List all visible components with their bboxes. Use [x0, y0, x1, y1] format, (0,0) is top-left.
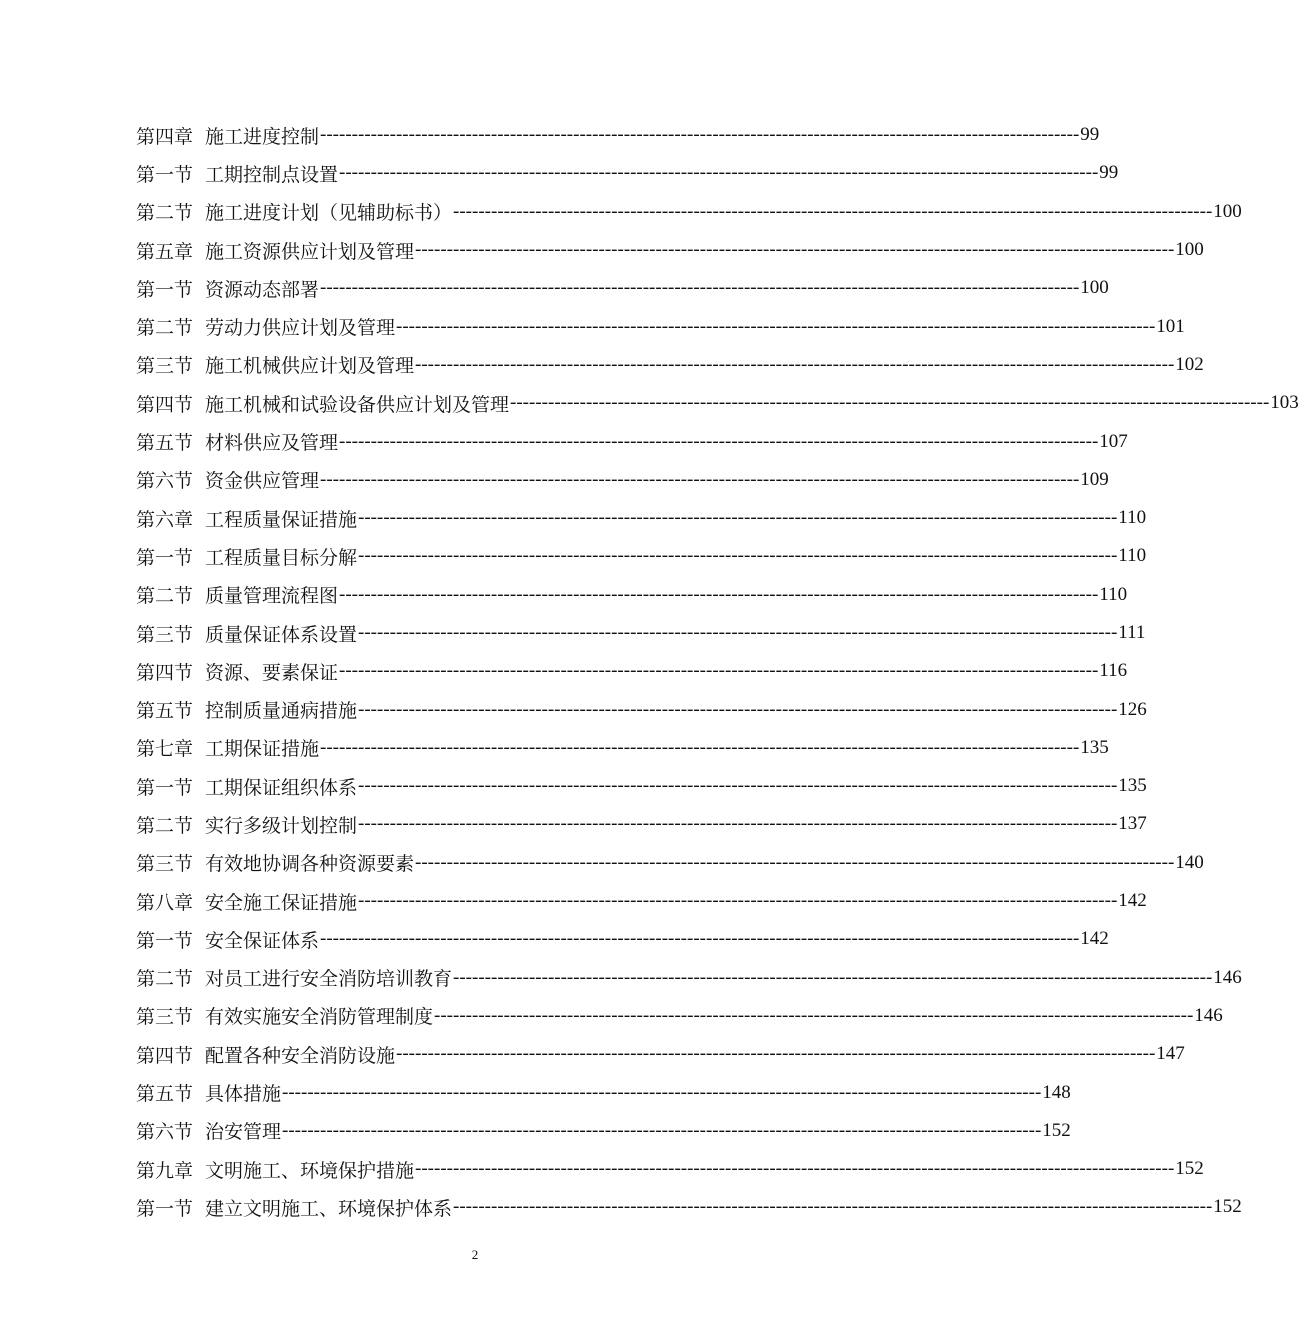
toc-entry — [136, 1112, 1071, 1150]
toc-leader-dashes: ------------------------------------------------------------------------------------------------------------------------ — [415, 353, 1175, 375]
toc-entry-number: 第一节 — [136, 278, 194, 301]
toc-leader-dashes: ------------------------------------------------------------------------------------------------------------------------ — [320, 468, 1080, 490]
page-number: 2 — [471, 1247, 479, 1262]
toc-entry — [136, 1188, 1242, 1226]
toc-entry-title: 材料供应及管理 — [205, 432, 339, 455]
toc-entry-page: 126 — [1118, 698, 1147, 720]
toc-leader-dashes: ------------------------------------------------------------------------------------------------------------------------ — [415, 1158, 1175, 1180]
toc-entry — [136, 614, 1146, 652]
toc-leader-dashes: ------------------------------------------------------------------------------------------------------------------------ — [453, 966, 1213, 988]
toc-leader-dashes: ------------------------------------------------------------------------------------------------------------------------ — [415, 239, 1175, 261]
toc-entry-title: 实行多级计划控制 — [205, 814, 358, 837]
toc-entry — [136, 384, 1299, 422]
toc-leader-dashes: ------------------------------------------------------------------------------------------------------------------------ — [396, 1043, 1156, 1065]
toc-leader-dashes: ------------------------------------------------------------------------------------------------------------------------ — [453, 1196, 1213, 1218]
toc-entry-title: 文明施工、环境保护措施 — [205, 1159, 415, 1182]
toc-entry — [136, 154, 1119, 192]
toc-entry-page: 142 — [1080, 928, 1109, 950]
toc-leader-dashes: ------------------------------------------------------------------------------------------------------------------------ — [320, 277, 1080, 299]
toc-entry-number: 第五节 — [136, 1083, 194, 1106]
toc-entry-page: 152 — [1175, 1158, 1204, 1180]
toc-entry — [136, 576, 1128, 614]
toc-entry-page: 102 — [1175, 353, 1204, 375]
toc-entry-number: 第三节 — [136, 853, 194, 876]
toc-entry-title: 工期保证措施 — [205, 738, 320, 761]
toc-entry-page: 111 — [1118, 622, 1146, 643]
toc-entry-page: 152 — [1042, 1119, 1071, 1141]
toc-entry — [136, 767, 1147, 805]
toc-entry-number: 第四章 — [136, 125, 194, 148]
toc-entry-page: 99 — [1080, 124, 1100, 146]
toc-leader-dashes: ------------------------------------------------------------------------------------------------------------------------ — [282, 1119, 1042, 1141]
toc-leader-dashes: ------------------------------------------------------------------------------------------------------------------------ — [358, 890, 1118, 912]
toc-entry-number: 第六节 — [136, 1121, 194, 1144]
toc-entry — [136, 269, 1109, 307]
toc-entry — [136, 997, 1223, 1035]
toc-entry — [136, 1035, 1185, 1073]
toc-entry-page: 110 — [1118, 545, 1147, 567]
toc-entry-page: 146 — [1213, 966, 1242, 988]
toc-leader-dashes: ------------------------------------------------------------------------------------------------------------------------ — [358, 775, 1118, 797]
toc-entry — [136, 805, 1147, 843]
toc-leader-dashes: ------------------------------------------------------------------------------------------------------------------------ — [453, 200, 1213, 222]
toc-entry-number: 第一节 — [136, 163, 194, 186]
toc-entry-title: 施工资源供应计划及管理 — [205, 240, 415, 263]
toc-entry-page: 101 — [1156, 315, 1185, 337]
toc-entry-title: 安全保证体系 — [205, 929, 320, 952]
toc-entry-number: 第五章 — [136, 240, 194, 263]
toc-entry-page: 147 — [1156, 1043, 1185, 1065]
toc-entry-page: 116 — [1099, 660, 1128, 682]
toc-entry-title: 资源、要素保证 — [205, 661, 339, 684]
toc-entry-title: 控制质量通病措施 — [205, 700, 358, 723]
toc-entry-title: 工期控制点设置 — [205, 163, 339, 186]
toc-entry-page: 142 — [1118, 890, 1147, 912]
toc-entry-title: 资金供应管理 — [205, 470, 320, 493]
toc-entry-title: 工程质量保证措施 — [205, 508, 358, 531]
toc-entry-page: 148 — [1042, 1081, 1071, 1103]
toc-entry-number: 第二节 — [136, 585, 194, 608]
toc-entry-title: 施工进度计划（见辅助标书） — [205, 202, 453, 225]
toc-entry-number: 第九章 — [136, 1159, 194, 1182]
toc-leader-dashes: ------------------------------------------------------------------------------------------------------------------------ — [434, 1004, 1194, 1026]
toc-entry-number: 第六节 — [136, 470, 194, 493]
toc-entry — [136, 231, 1204, 269]
toc-entry-page: 109 — [1080, 468, 1109, 490]
toc-entry-number: 第五节 — [136, 700, 194, 723]
toc-entry-title: 资源动态部署 — [205, 278, 320, 301]
toc-entry — [136, 307, 1185, 345]
toc-entry-title: 治安管理 — [205, 1121, 282, 1144]
toc-leader-dashes: ------------------------------------------------------------------------------------------------------------------------ — [358, 622, 1118, 643]
toc-entry-page: 110 — [1118, 507, 1147, 529]
toc-entry-title: 劳动力供应计划及管理 — [205, 317, 396, 340]
toc-leader-dashes: ------------------------------------------------------------------------------------------------------------------------ — [358, 698, 1118, 720]
toc-entry-title: 工程质量目标分解 — [205, 546, 358, 569]
toc-entry — [136, 920, 1109, 958]
toc-leader-dashes: ------------------------------------------------------------------------------------------------------------------------ — [320, 736, 1080, 758]
toc-entry — [136, 690, 1147, 728]
toc-leader-dashes: ------------------------------------------------------------------------------------------------------------------------ — [358, 813, 1118, 835]
toc-entry-number: 第三节 — [136, 1006, 194, 1029]
toc-entry-number: 第一节 — [136, 776, 194, 799]
toc-entry-number: 第二节 — [136, 814, 194, 837]
toc-entry-title: 建立文明施工、环境保护体系 — [205, 1197, 453, 1220]
toc-entry-page: 99 — [1099, 162, 1119, 184]
toc-entry — [136, 537, 1147, 575]
toc-entry — [136, 193, 1242, 231]
toc-entry — [136, 116, 1100, 154]
toc-leader-dashes: ------------------------------------------------------------------------------------------------------------------------ — [396, 315, 1156, 337]
toc-entry-page: 146 — [1194, 1004, 1223, 1026]
toc-entry-number: 第三节 — [136, 355, 194, 378]
toc-entry-page: 100 — [1175, 239, 1204, 261]
toc-entry-number: 第三节 — [136, 623, 194, 646]
toc-entry — [136, 346, 1204, 384]
toc-entry-number: 第八章 — [136, 891, 194, 914]
toc-entry-number: 第五节 — [136, 432, 194, 455]
toc-leader-dashes: ------------------------------------------------------------------------------------------------------------------------ — [358, 507, 1118, 529]
toc-leader-dashes: ------------------------------------------------------------------------------------------------------------------------ — [282, 1081, 1042, 1103]
toc-entry-page: 110 — [1099, 583, 1128, 605]
toc-entry-number: 第四节 — [136, 393, 194, 416]
toc-entry-number: 第四节 — [136, 661, 194, 684]
toc-entry-number: 第二节 — [136, 317, 194, 340]
toc-entry-page: 100 — [1080, 277, 1109, 299]
table-of-contents — [136, 116, 1299, 1227]
toc-entry-number: 第一节 — [136, 546, 194, 569]
toc-entry-page: 103 — [1270, 392, 1299, 414]
toc-entry — [136, 959, 1242, 997]
toc-leader-dashes: ------------------------------------------------------------------------------------------------------------------------ — [320, 928, 1080, 950]
toc-entry-title: 施工机械和试验设备供应计划及管理 — [205, 393, 510, 416]
toc-entry-page: 152 — [1213, 1196, 1242, 1218]
toc-entry-title: 施工机械供应计划及管理 — [205, 355, 415, 378]
toc-entry-number: 第七章 — [136, 738, 194, 761]
toc-entry — [136, 461, 1109, 499]
toc-entry — [136, 422, 1128, 460]
toc-leader-dashes: ------------------------------------------------------------------------------------------------------------------------ — [320, 124, 1080, 146]
toc-entry — [136, 729, 1109, 767]
toc-entry-title: 质量保证体系设置 — [205, 623, 358, 646]
toc-leader-dashes: ------------------------------------------------------------------------------------------------------------------------ — [415, 851, 1175, 873]
toc-entry — [136, 882, 1147, 920]
toc-entry-page: 100 — [1213, 200, 1242, 222]
toc-entry-page: 137 — [1118, 813, 1147, 835]
toc-entry — [136, 652, 1128, 690]
toc-leader-dashes: ------------------------------------------------------------------------------------------------------------------------ — [339, 660, 1099, 682]
toc-entry-number: 第二节 — [136, 202, 194, 225]
toc-entry — [136, 844, 1204, 882]
toc-entry-title: 工期保证组织体系 — [205, 776, 358, 799]
toc-entry — [136, 1150, 1204, 1188]
toc-entry-page: 107 — [1099, 430, 1128, 452]
toc-entry-title: 有效实施安全消防管理制度 — [205, 1006, 434, 1029]
toc-entry — [136, 1073, 1071, 1111]
toc-entry-page: 135 — [1080, 736, 1109, 758]
toc-entry-number: 第一节 — [136, 929, 194, 952]
toc-entry-title: 有效地协调各种资源要素 — [205, 853, 415, 876]
toc-entry-title: 具体措施 — [205, 1083, 282, 1106]
toc-entry-title: 对员工进行安全消防培训教育 — [205, 968, 453, 991]
toc-entry-number: 第二节 — [136, 968, 194, 991]
toc-entry-title: 施工进度控制 — [205, 125, 320, 148]
toc-leader-dashes: ------------------------------------------------------------------------------------------------------------------------ — [510, 392, 1270, 414]
toc-entry-title: 配置各种安全消防设施 — [205, 1044, 396, 1067]
toc-leader-dashes: ------------------------------------------------------------------------------------------------------------------------ — [339, 583, 1099, 605]
toc-entry-number: 第一节 — [136, 1197, 194, 1220]
toc-entry-title: 安全施工保证措施 — [205, 891, 358, 914]
toc-leader-dashes: ------------------------------------------------------------------------------------------------------------------------ — [358, 545, 1118, 567]
toc-leader-dashes: ------------------------------------------------------------------------------------------------------------------------ — [339, 162, 1099, 184]
toc-entry-page: 140 — [1175, 851, 1204, 873]
toc-leader-dashes: ------------------------------------------------------------------------------------------------------------------------ — [339, 430, 1099, 452]
toc-entry-title: 质量管理流程图 — [205, 585, 339, 608]
toc-entry — [136, 499, 1147, 537]
toc-entry-number: 第六章 — [136, 508, 194, 531]
toc-entry-number: 第四节 — [136, 1044, 194, 1067]
toc-entry-page: 135 — [1118, 775, 1147, 797]
